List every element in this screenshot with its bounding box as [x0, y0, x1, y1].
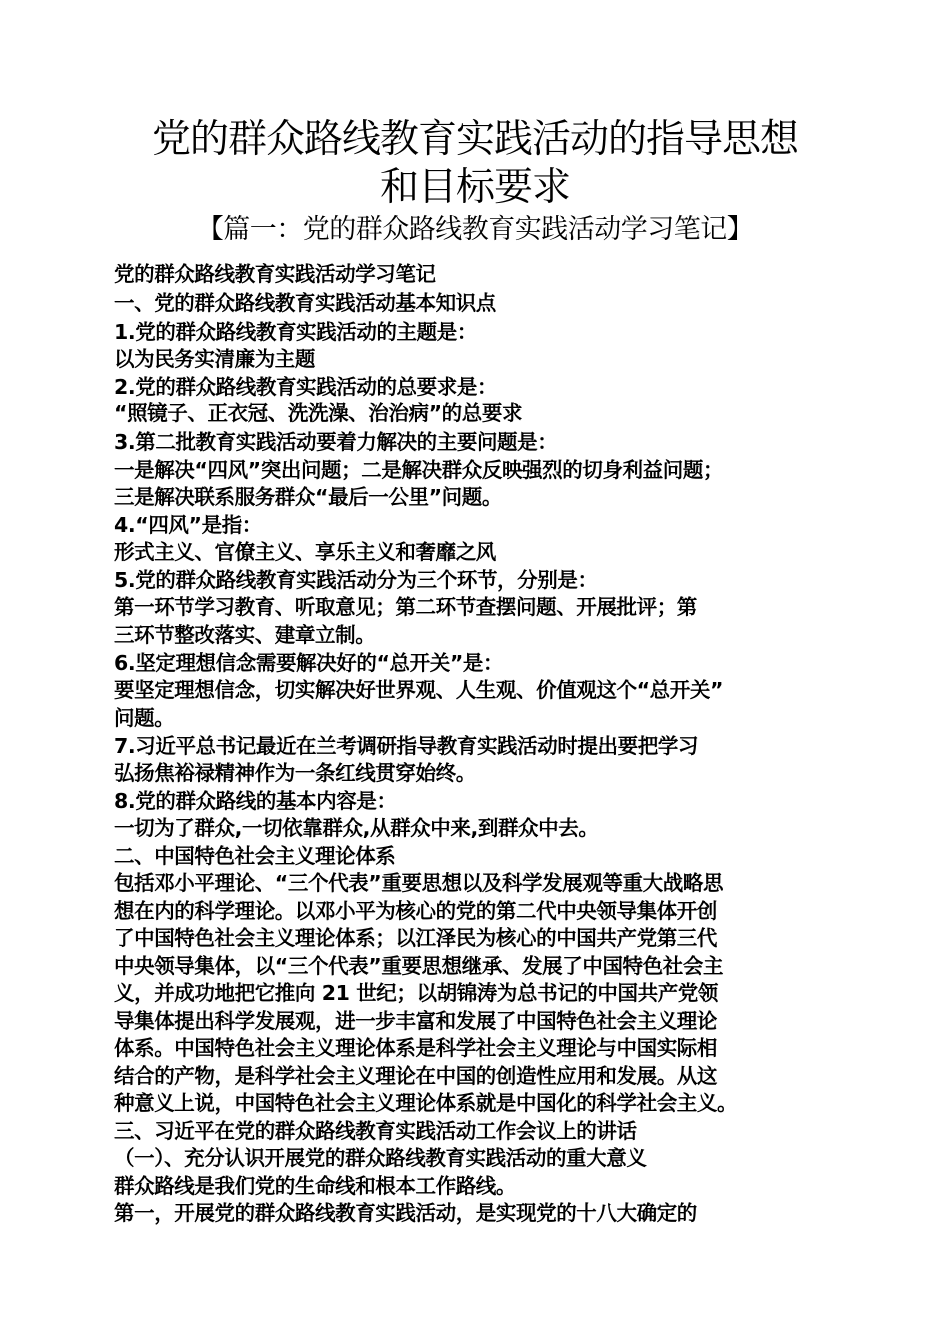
body-line: 体系。中国特色社会主义理论体系是科学社会主义理论与中国实际相 — [114, 1036, 717, 1060]
body-line: 三环节整改落实、建章立制。 — [114, 623, 376, 647]
body-line: 种意义上说，中国特色社会主义理论体系就是中国化的科学社会主义。 — [114, 1091, 738, 1115]
body-line: 一、党的群众路线教育实践活动基本知识点 — [114, 291, 496, 315]
body-line: 1.党的群众路线教育实践活动的主题是： — [114, 320, 477, 344]
body-line: “照镜子、正衣冠、洗洗澡、治治病”的总要求 — [114, 401, 523, 425]
document-subtitle: 【篇一：党的群众路线教育实践活动学习笔记】 — [196, 214, 754, 245]
body-line: 三、习近平在党的群众路线教育实践活动工作会议上的讲话 — [114, 1119, 637, 1143]
body-line: 义，并成功地把它推向 21 世纪；以胡锦涛为总书记的中国共产党领 — [114, 981, 719, 1005]
body-line: 7.习近平总书记最近在兰考调研指导教育实践活动时提出要把学习 — [114, 734, 699, 758]
body-line: 2.党的群众路线教育实践活动的总要求是： — [114, 375, 498, 399]
body-line: 一切为了群众,一切依靠群众,从群众中来,到群众中去。 — [114, 816, 599, 840]
body-line: 党的群众路线教育实践活动学习笔记 — [114, 262, 436, 286]
body-line: 问题。 — [114, 706, 175, 730]
document-title-line-1: 党的群众路线教育实践活动的指导思想 — [151, 117, 798, 162]
body-line: 结合的产物，是科学社会主义理论在中国的创造性应用和发展。从这 — [114, 1064, 717, 1088]
document-title-line-2: 和目标要求 — [379, 165, 570, 210]
body-line: 4.“四风”是指： — [114, 513, 262, 537]
body-line: 三是解决联系服务群众“最后一公里”问题。 — [114, 485, 502, 509]
body-line: （一）、充分认识开展党的群众路线教育实践活动的重大意义 — [114, 1146, 647, 1170]
body-line: 以为民务实清廉为主题 — [114, 347, 315, 371]
body-line: 第一环节学习教育、听取意见；第二环节查摆问题、开展批评；第 — [114, 595, 697, 619]
body-line: 二、中国特色社会主义理论体系 — [114, 844, 396, 868]
body-line: 导集体提出科学发展观，进一步丰富和发展了中国特色社会主义理论 — [114, 1009, 717, 1033]
body-line: 要坚定理想信念，切实解决好世界观、人生观、价值观这个“总开关” — [114, 678, 724, 702]
body-line: 6.坚定理想信念需要解决好的“总开关”是： — [114, 651, 504, 675]
body-line: 一是解决“四风”突出问题；二是解决群众反映强烈的切身利益问题； — [114, 458, 724, 482]
body-line: 群众路线是我们党的生命线和根本工作路线。 — [114, 1174, 516, 1198]
body-line: 包括邓小平理论、“三个代表”重要思想以及科学发展观等重大战略思 — [114, 871, 724, 895]
body-line: 弘扬焦裕禄精神作为一条红线贯穿始终。 — [114, 761, 476, 785]
body-line: 5.党的群众路线教育实践活动分为三个环节，分别是： — [114, 568, 598, 592]
body-line: 8.党的群众路线的基本内容是： — [114, 789, 397, 813]
body-line: 形式主义、官僚主义、享乐主义和奢靡之风 — [114, 540, 496, 564]
body-line: 想在内的科学理论。以邓小平为核心的党的第二代中央领导集体开创 — [114, 899, 717, 923]
body-line: 3.第二批教育实践活动要着力解决的主要问题是： — [114, 430, 558, 454]
body-line: 第一，开展党的群众路线教育实践活动，是实现党的十八大确定的 — [114, 1201, 697, 1225]
body-line: 中央领导集体，以“三个代表”重要思想继承、发展了中国特色社会主 — [114, 954, 724, 978]
body-line: 了中国特色社会主义理论体系；以江泽民为核心的中国共产党第三代 — [114, 926, 717, 950]
